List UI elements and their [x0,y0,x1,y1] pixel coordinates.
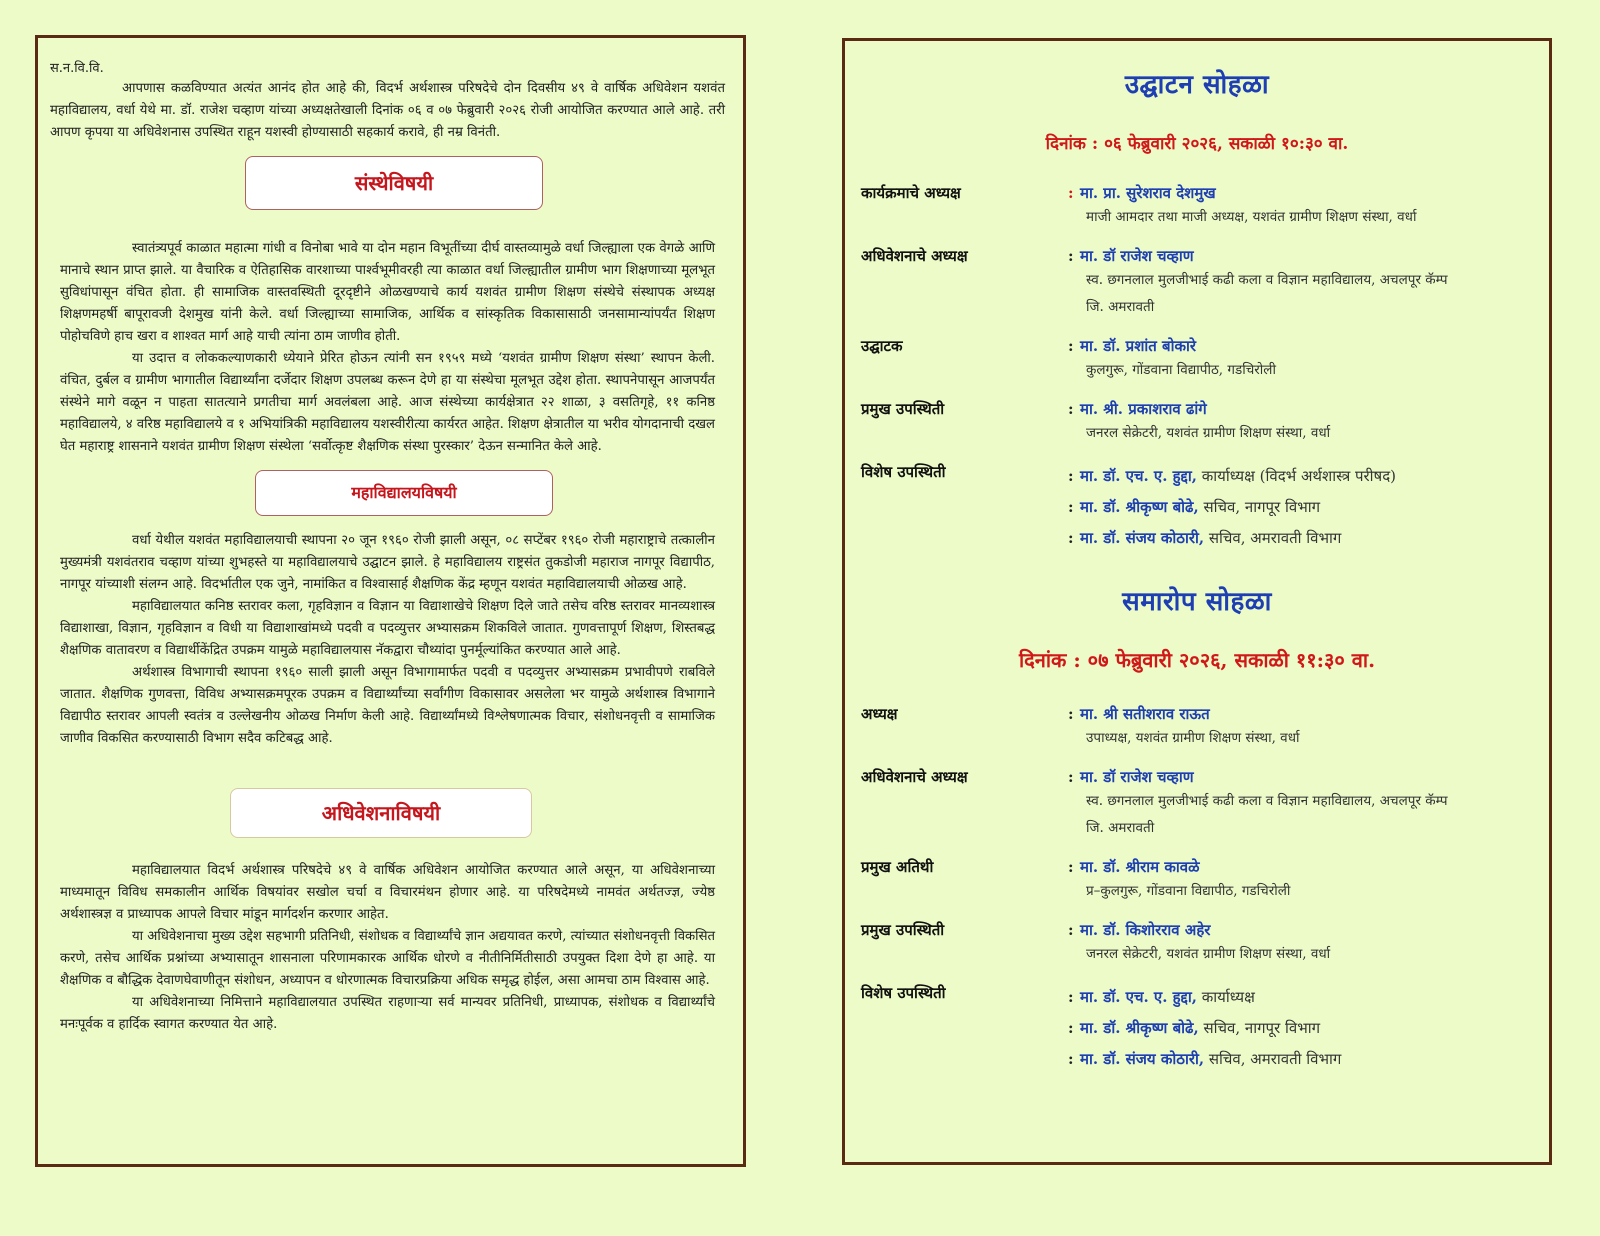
section-body-conference [50,860,725,1036]
person-name: मा. डॉ. श्रीराम कावळे [1080,858,1200,876]
person-detail: कुलगुरू, गोंडवाना विद्यापीठ, गडचिरोली [1086,362,1276,378]
person-detail: माजी आमदार तथा माजी अध्यक्ष, यशवंत ग्रामीण शिक्षण संस्था, वर्धा [1086,209,1417,225]
role-label: अधिवेशनाचे अध्यक्ष [861,768,968,786]
person-name: मा. श्री सतीशराव राऊत [1080,705,1210,723]
person-name: मा. प्रा. सुरेशराव देशमुख [1080,184,1216,202]
person-name: मा. डॉ राजेश चव्हाण [1080,768,1194,786]
colon: : [1068,705,1074,723]
person-detail: जि. अमरावती [1086,299,1155,315]
paragraph: या अधिवेशनाचा मुख्य उद्देश सहभागी प्रतिनिधी, संशोधक व विद्यार्थ्यांचे ज्ञान अद्ययावत करणे, त्यांच्यात संशोधनवृत्ती विकसित करणे, तसेच आर्थिक प्रश्नांच्या अभ्यासातून शासनाला परिणामकारक आर्थिक धोरणे व नीतीनिर्मितीसाठी उपयुक्त दिशा देणे हा आहे. या शैक्षणिक व बौद्धिक देवाणघेवाणीतून संशोधन, अध्यापन व धोरणात्मक विचारप्रक्रिया अधिक समृद्ध होईल, असा आमचा ठाम विश्वास आहे. [60,929,715,988]
colon: : [1068,337,1074,355]
role-label: प्रमुख उपस्थिती [861,400,945,418]
section-heading-conference: अधिवेशनाविषयी [230,788,532,838]
role-label: उद्घाटक [861,337,903,355]
colon: : [1068,498,1074,516]
paragraph: स्वातंत्र्यपूर्व काळात महात्मा गांधी व विनोबा भावे या दोन महान विभूतींच्या दीर्घ वास्तव्यामुळे वर्धा जिल्ह्याला एक वेगळे आणि मानाचे स्थान प्राप्त झाले. या वैचारिक व ऐतिहासिक वारशाच्या पार्श्वभूमीवरही त्या काळात वर्धा जिल्ह्यातील ग्रामीण भाग शिक्षणाच्या मूलभूत सुविधांपासून वंचित होता. ही सामाजिक वास्तवस्थिती दूरदृष्टीने ओळखण्याचे कार्य यशवंत ग्रामीण शिक्षण संस्थेचे संस्थापक अध्यक्ष शिक्षणमहर्षी बापूरावजी देशमुख यांनी केले. वर्धा जिल्ह्याच्या सामाजिक, आर्थिक व सांस्कृतिक विकासासाठी जनसामान्यांपर्यंत शिक्षण पोहोचविणे हाच खरा व शाश्वत मार्ग आहे याची त्यांना ठाम जाणीव होती. [60,241,715,344]
paragraph: अर्थशास्त्र विभागाची स्थापना १९६० साली झाली असून विभागामार्फत पदवी व पदव्युत्तर अभ्यासक्रम प्रभावीपणे राबविले जातात. शैक्षणिक गुणवत्ता, विविध अभ्यासक्रमपूरक उपक्रम व विद्यार्थ्यांच्या सर्वांगीण विकासावर असलेला भर यामुळे अर्थशास्त्र विभागाने विद्यापीठ स्तरावर आपली स्वतंत्र व उल्लेखनीय ओळख निर्माण केली आहे. विद्यार्थ्यांमध्ये विश्लेषणात्मक विचार, संशोधनवृत्ती व सामाजिक जाणीव विकसित करण्यासाठी विभाग सदैव कटिबद्ध आहे. [60,665,715,746]
role-label: विशेष उपस्थिती [861,463,946,481]
person-detail: स्व. छगनलाल मुलजीभाई कढी कला व विज्ञान महाविद्यालय, अचलपूर कॅम्प [1086,793,1448,809]
section-heading-institution: संस्थेविषयी [245,156,543,210]
person-name: मा. डॉ. प्रशांत बोकारे [1080,337,1197,355]
person-name: मा. डॉ. श्रीकृष्ण बोढे, [1080,1019,1199,1037]
left-panel [35,35,746,1167]
colon: : [1068,247,1074,265]
program-row [861,766,1533,842]
role-label: कार्यक्रमाचे अध्यक्ष [861,184,961,202]
person-name: मा. डॉ. संजय कोठारी, [1080,1050,1205,1068]
role-label: प्रमुख उपस्थिती [861,921,945,939]
person-name: मा. डॉ. श्रीकृष्ण बोढे, [1080,498,1199,516]
paragraph: या अधिवेशनाच्या निमित्ताने महाविद्यालयात उपस्थित राहणाऱ्या सर्व मान्यवर प्रतिनिधी, प्राध्यापक, संशोधक व विद्यार्थ्यांचे मनःपूर्वक व हार्दिक स्वागत करण्यात येत आहे. [60,995,715,1032]
paragraph: या उदात्त व लोककल्याणकारी ध्येयाने प्रेरित होऊन त्यांनी सन १९५९ मध्ये ‘यशवंत ग्रामीण शिक्षण संस्था’ स्थापन केली. वंचित, दुर्बल व ग्रामीण भागातील विद्यार्थ्यांना दर्जेदार शिक्षण उपलब्ध करून देणे हा या संस्थेचा मूलभूत उद्देश होता. स्थापनेपासून आजपर्यंत संस्थेने मागे वळून न पाहता सातत्याने प्रगतीचा मार्ग अवलंबला आहे. आज संस्थेच्या कार्यक्षेत्रात २२ शाळा, ३ वसतिगृहे, ११ कनिष्ठ महाविद्यालये, ४ वरिष्ठ महाविद्यालये व १ अभियांत्रिकी महाविद्यालय यशस्वीरीत्या कार्यरत आहेत. शिक्षण क्षेत्रातील या भरीव योगदानाची दखल घेत महाराष्ट्र शासनाने यशवंत ग्रामीण शिक्षण संस्थेला ‘सर्वोत्कृष्ट शैक्षणिक संस्था पुरस्कार’ देऊन सन्मानित केले आहे. [60,351,715,454]
person-name: मा. डॉ. किशोरराव अहेर [1080,921,1211,939]
person-detail: सचिव, नागपूर विभाग [1198,498,1321,516]
colon: : [1068,858,1074,876]
section-body-college [50,530,725,750]
program-row [861,182,1533,231]
colon: : [1068,1050,1074,1068]
program-row [861,703,1533,752]
person-detail: उपाध्यक्ष, यशवंत ग्रामीण शिक्षण संस्था, वर्धा [1086,730,1300,746]
right-panel [842,38,1552,1165]
salutation: स.न.वि.वि. [50,61,104,76]
opening-ceremony-date: दिनांक : ०६ फेब्रुवारी २०२६, सकाळी १०:३० वा. [1045,134,1349,154]
section-heading-college: महाविद्यालयविषयी [255,470,553,516]
colon: : [1068,467,1074,485]
colon: : [1068,768,1074,786]
role-label: विशेष उपस्थिती [861,984,946,1002]
person-detail: सचिव, नागपूर विभाग [1198,1019,1321,1037]
program-row [861,245,1533,321]
person-detail: कार्याध्यक्ष [1197,988,1255,1006]
colon: : [1068,1019,1074,1037]
person-name: मा. डॉ राजेश चव्हाण [1080,247,1194,265]
intro-paragraph: आपणास कळविण्यात अत्यंत आनंद होत आहे की, विदर्भ अर्थशास्त्र परिषदेचे दोन दिवसीय ४९ वे वार्षिक अधिवेशन यशवंत महाविद्यालय, वर्धा येथे मा. डॉ. राजेश चव्हाण यांच्या अध्यक्षतेखाली दिनांक ०६ व ०७ फेब्रुवारी २०२६ रोजी आयोजित करण्यात आले आहे. तरी आपण कृपया या अधिवेशनास उपस्थित राहून यशस्वी होण्यासाठी सहकार्य करावे, ही नम्र विनंती. [50,81,725,140]
opening-ceremony-title: उद्घाटन सोहळा [1124,70,1270,100]
colon: : [1068,400,1074,418]
program-row [861,919,1533,968]
person-detail: जनरल सेक्रेटरी, यशवंत ग्रामीण शिक्षण संस्था, वर्धा [1086,946,1331,962]
program-row [861,398,1533,447]
person-name: मा. श्री. प्रकाशराव ढांगे [1080,400,1207,418]
closing-ceremony-title: समारोप सोहळा [1122,587,1272,617]
colon: : [1068,921,1074,939]
closing-ceremony-date: दिनांक : ०७ फेब्रुवारी २०२६, सकाळी ११:३० वा. [1018,648,1376,672]
person-detail: स्व. छगनलाल मुलजीभाई कढी कला व विज्ञान महाविद्यालय, अचलपूर कॅम्प [1086,272,1448,288]
person-detail: जि. अमरावती [1086,820,1155,836]
person-detail: सचिव, अमरावती विभाग [1204,529,1342,547]
colon: : [1068,529,1074,547]
colon: : [1068,988,1074,1006]
person-detail: जनरल सेक्रेटरी, यशवंत ग्रामीण शिक्षण संस्था, वर्धा [1086,425,1331,441]
colon: : [1068,184,1074,202]
paragraph: महाविद्यालयात कनिष्ठ स्तरावर कला, गृहविज्ञान व विज्ञान या विद्याशाखेचे शिक्षण दिले जाते तसेच वरिष्ठ स्तरावर मानव्यशास्त्र विद्याशाखा, विज्ञान, गृहविज्ञान व विधी या विद्याशाखांमध्ये पदवी व पदव्युत्तर अभ्यासक्रम शिकविले जातात. गुणवत्तापूर्ण शिक्षण, शिस्तबद्ध शैक्षणिक वातावरण व विद्यार्थीकेंद्रित उपक्रम यामुळे महाविद्यालयास नॅकद्वारा चौथ्यांदा पुनर्मूल्यांकित करण्यात आले आहे. [60,599,715,658]
person-detail: कार्याध्यक्ष (विदर्भ अर्थशास्त्र परीषद) [1197,467,1397,485]
role-label: प्रमुख अतिथी [861,858,934,876]
section-body-institution [50,238,725,458]
program-row [861,856,1533,905]
program-row [861,335,1533,384]
role-label: अध्यक्ष [861,705,898,723]
person-name: मा. डॉ. एच. ए. हुद्दा, [1080,467,1197,485]
paragraph: वर्धा येथील यशवंत महाविद्यालयाची स्थापना २० जून १९६० रोजी झाली असून, ०८ सप्टेंबर १९६० रोजी महाराष्ट्राचे तत्कालीन मुख्यमंत्री यशवंतराव चव्हाण यांच्या शुभहस्ते या महाविद्यालयाचे उद्घाटन झाले. हे महाविद्यालय राष्ट्रसंत तुकडोजी महाराज नागपूर विद्यापीठ, नागपूर यांच्याशी संलग्न आहे. विदर्भातील एक जुने, नामांकित व विश्वासार्ह शैक्षणिक केंद्र म्हणून यशवंत महाविद्यालयाची ओळख आहे. [60,533,715,592]
person-detail: प्र–कुलगुरू, गोंडवाना विद्यापीठ, गडचिरोली [1086,883,1291,899]
paragraph: महाविद्यालयात विदर्भ अर्थशास्त्र परिषदेचे ४९ वे वार्षिक अधिवेशन आयोजित करण्यात आले असून, या अधिवेशनाच्या माध्यमातून विविध समकालीन आर्थिक विषयांवर सखोल चर्चा व विचारमंथन होणार आहे. या परिषदेमध्ये नामवंत अर्थतज्ज्ञ, ज्येष्ठ अर्थशास्त्रज्ञ व प्राध्यापक आपले विचार मांडून मार्गदर्शन करणार आहेत. [60,863,715,922]
person-detail: सचिव, अमरावती विभाग [1204,1050,1342,1068]
program-row [861,461,1533,554]
person-name: मा. डॉ. संजय कोठारी, [1080,529,1205,547]
person-name: मा. डॉ. एच. ए. हुद्दा, [1080,988,1197,1006]
program-row [861,982,1533,1075]
role-label: अधिवेशनाचे अध्यक्ष [861,247,968,265]
